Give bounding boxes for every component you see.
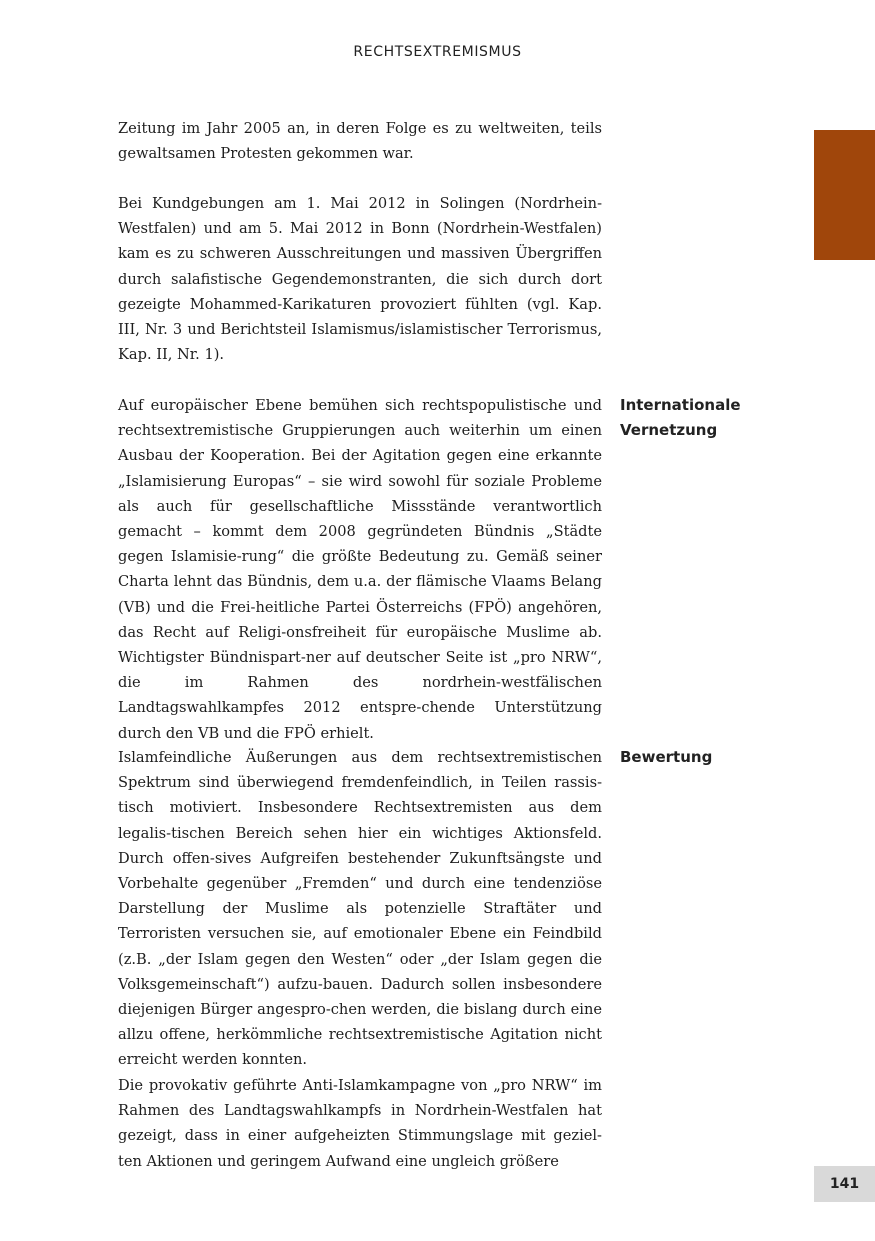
margin-heading-internationale-vernetzung xyxy=(620,393,800,443)
margin-heading-line-2: Vernetzung xyxy=(620,421,718,439)
paragraph-5: Die provokativ geführte Anti-Islamkampagne von „pro NRW“ im Rahmen des Landtagswahlkampfs in Nordrhein-Westfalen hat gezeigt, dass in einer aufgeheizten Stimmungslage mit geziel-ten Aktionen und geringem Aufwand eine ungleich größere xyxy=(118,1077,602,1170)
paragraph-2: Bei Kundgebungen am 1. Mai 2012 in Solingen (Nordrhein-Westfalen) und am 5. Mai 2012 in Bonn (Nordrhein-Westfalen) kam es zu schweren Ausschreitungen und massiven Übergriffen durch salafistische Gegendemonstranten, die sich durch dort gezeigte Mohammed-Karikaturen provoziert fühlten (vgl. Kap. III, Nr. 3 und Berichtsteil Islamismus/islamistischer Terrorismus, Kap. II, Nr. 1). xyxy=(118,195,602,364)
running-header: RECHTSEXTREMISMUS xyxy=(353,44,522,60)
margin-heading-bewertung: Bewertung xyxy=(620,748,713,766)
page-number: 141 xyxy=(814,1166,875,1202)
chapter-tab-marker xyxy=(814,130,875,260)
margin-heading-line-1: Internationale xyxy=(620,396,741,414)
paragraph-1: Zeitung im Jahr 2005 an, in deren Folge es zu weltweiten, teils gewaltsamen Protesten gekommen war. xyxy=(118,120,602,163)
paragraph-3: Auf europäischer Ebene bemühen sich rechtspopulistische und rechtsextremistische Gruppierungen auch weiterhin um einen Ausbau der Kooperation. Bei der Agitation gegen eine erkannte „Islamisierung Europas“ – sie wird sowohl für soziale Probleme als auch für gesellschaftliche Missstände verantwortlich gemacht – kommt dem 2008 gegründeten Bündnis „Städte gegen Islamisie-rung“ die größte Bedeutung zu. Gemäß seiner Charta lehnt das Bündnis, dem u.a. der flämische Vlaams Belang (VB) und die Frei-heitliche Partei Österreichs (FPÖ) angehören, das Recht auf Religi-onsfreiheit für europäische Muslime ab. Wichtigster Bündnispart-ner auf deutscher Seite ist „pro NRW“, die im Rahmen des nordrhein-westfälischen Landtagswahlkampfes 2012 entspre-chende Unterstützung durch den VB und die FPÖ erhielt. xyxy=(118,397,602,742)
paragraph-4: Islamfeindliche Äußerungen aus dem rechtsextremistischen Spektrum sind überwiegend fremdenfeindlich, in Teilen rassis-tisch motiviert. Insbesondere Rechtsextremisten aus dem legalis-tischen Bereich sehen hier ein wichtiges Aktionsfeld. Durch offen-sives Aufgreifen bestehender Zukunftsängste und Vorbehalte gegenüber „Fremden“ und durch eine tendenziöse Darstellung der Muslime als potenzielle Straftäter und Terroristen versuchen sie, auf emotionaler Ebene ein Feindbild (z.B. „der Islam gegen den Westen“ oder „der Islam gegen die Volksgemeinschaft“) aufzu-bauen. Dadurch sollen insbesondere diejenigen Bürger angespro-chen werden, die bislang durch eine allzu offene, herkömmliche rechtsextremistische Agitation nicht erreicht werden konnten. xyxy=(118,749,602,1069)
